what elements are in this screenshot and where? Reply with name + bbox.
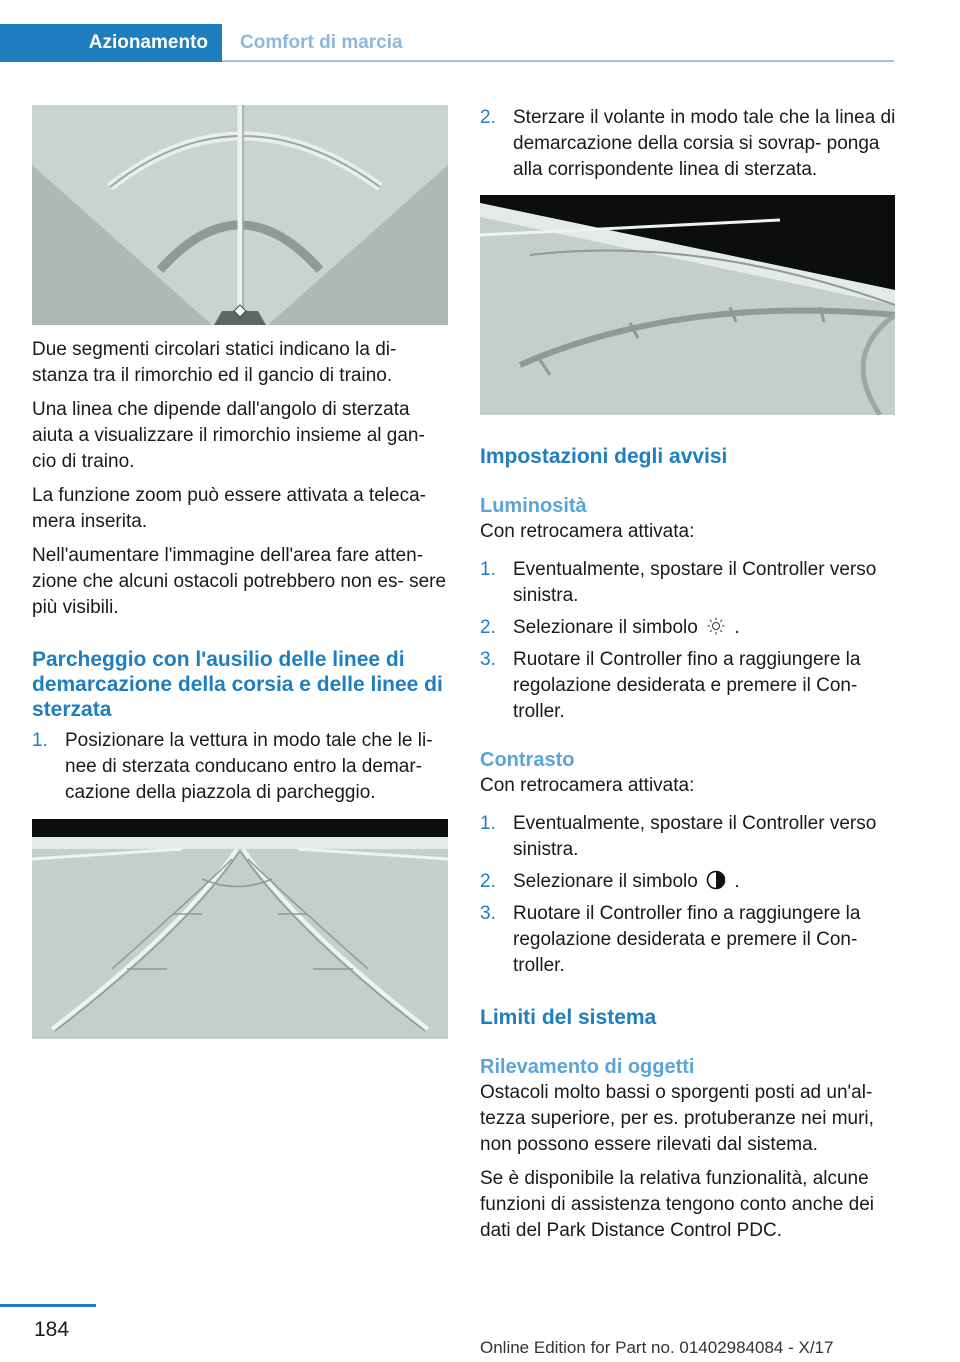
subheading-rilevamento: Rilevamento di oggetti — [480, 1056, 695, 1078]
steps-list-luminosita — [480, 557, 896, 725]
paragraph: Una linea che dipende dall'angolo di sterzata aiuta a visualizzare il rimorchio insieme al gan‐ cio di traino. — [32, 399, 425, 472]
step-number: 2. — [480, 871, 496, 892]
step-number: 2. — [480, 107, 496, 128]
step-number: 1. — [32, 730, 48, 751]
step-text-suffix: . — [734, 617, 740, 638]
step-text: Selezionare il simbolo — [513, 617, 698, 638]
step-text-suffix: . — [734, 871, 740, 892]
step-number: 3. — [480, 649, 496, 670]
section-heading-avvisi: Impostazioni degli avvisi — [480, 445, 728, 468]
step-number: 2. — [480, 617, 496, 638]
list-item — [480, 811, 896, 863]
trailer-hitch-camera-image — [32, 105, 448, 325]
list-item — [32, 728, 448, 806]
step-number: 1. — [480, 559, 496, 580]
steps-list — [480, 105, 896, 183]
tab-comfort-di-marcia[interactable]: Comfort di marcia — [240, 32, 403, 53]
paragraph: Se è disponibile la relativa funzionalità, alcune funzioni di assistenza tengono conto anche dei dati del Park Distance Control PDC. — [480, 1168, 874, 1241]
section-heading-limiti: Limiti del sistema — [480, 1006, 657, 1029]
list-item — [480, 647, 896, 725]
paragraph: Ostacoli molto bassi o sporgenti posti ad un'al‐ tezza superiore, per es. protuberanze nei muri, non possono essere rilevati dal sistema. — [480, 1082, 874, 1155]
paragraph: La funzione zoom può essere attivata a teleca‐ mera inserita. — [32, 485, 426, 532]
step-text: Selezionare il simbolo — [513, 871, 698, 892]
step-text: Ruotare il Controller fino a raggiungere la regolazione desiderata e premere il Con‐ troller. — [513, 649, 861, 722]
list-item — [480, 869, 896, 895]
subheading-contrasto: Contrasto — [480, 749, 575, 771]
intro-text: Con retrocamera attivata: — [480, 521, 695, 542]
brightness-icon — [703, 615, 729, 641]
step-text: Posizionare la vettura in modo tale che le li‐ nee di sterzata conducano entro la demar‐ cazione della piazzola di parcheggio. — [65, 730, 433, 803]
section-heading-parcheggio: Parcheggio con l'ausilio delle linee di demarcazione della corsia e delle linee di sterzata — [32, 648, 443, 721]
step-text: Eventualmente, spostare il Controller verso sinistra. — [513, 559, 877, 606]
tab-azionamento[interactable]: Azionamento — [0, 24, 222, 62]
left-column — [32, 337, 448, 812]
step-number: 1. — [480, 813, 496, 834]
intro-text: Con retrocamera attivata: — [480, 775, 695, 796]
list-item — [480, 901, 896, 979]
footer-edition: Online Edition for Part no. 01402984084 - X/17 — [480, 1338, 834, 1357]
step-number: 3. — [480, 903, 496, 924]
list-item — [480, 615, 896, 641]
right-column-top — [480, 105, 896, 189]
header-rule — [222, 60, 894, 62]
lane-overlap-camera-image — [480, 195, 895, 415]
footer-rule — [0, 1304, 96, 1307]
paragraph: Nell'aumentare l'immagine dell'area fare atten‐ zione che alcuni ostacoli potrebbero non es‐ sere più visibili. — [32, 545, 447, 618]
right-column-settings — [480, 444, 896, 1252]
contrast-icon — [703, 869, 729, 895]
step-text: Ruotare il Controller fino a raggiungere la regolazione desiderata e premere il Con‐ troller. — [513, 903, 861, 976]
list-item — [480, 105, 896, 183]
subheading-luminosita: Luminosità — [480, 495, 587, 517]
parking-lines-camera-image — [32, 819, 448, 1039]
step-text: Sterzare il volante in modo tale che la linea di demarcazione della corsia si sovrap‐ ponga alla corrispondente linea di sterzata. — [513, 107, 896, 180]
step-text: Eventualmente, spostare il Controller verso sinistra. — [513, 813, 877, 860]
paragraph: Due segmenti circolari statici indicano la di‐ stanza tra il rimorchio ed il gancio di traino. — [32, 339, 397, 386]
steps-list-contrasto — [480, 811, 896, 979]
page-number: 184 — [34, 1318, 70, 1341]
list-item — [480, 557, 896, 609]
steps-list — [32, 728, 448, 806]
